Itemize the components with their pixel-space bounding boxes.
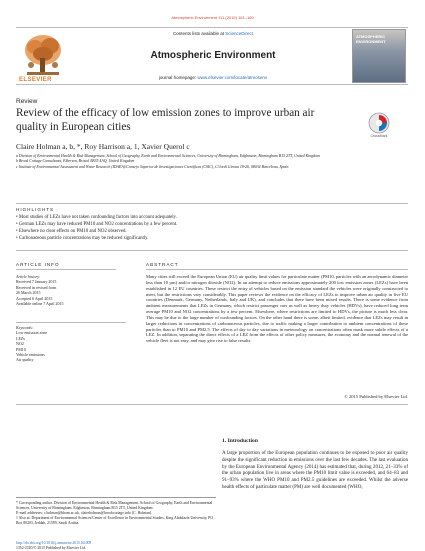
affiliation-note: 1 Also at: Department of Environmental Sciences/Center of Excellence in Environmental Studies, King Abdulaziz University, PO Box 80203, Jeddah, 21589, Saudi Arabia. — [16, 516, 214, 525]
author-list: Claire Holman a, b, *, Roy Harrison a, 1, Xavier Querol c — [16, 142, 190, 151]
keyword-item: Vehicle emissions — [16, 352, 45, 358]
journal-reference: Atmospheric Environment 111 (2015) 161–169 — [171, 15, 254, 20]
abstract-copyright: © 2015 Published by Elsevier Ltd. — [344, 394, 408, 399]
introduction-body: A large proportion of the European population continues to be exposed to poor air quality despite the significant reduction in emissions over the last few decades. The last evaluation by the European Environmental Agency (2014) has estimated that, during 2012, 21–33% of the urban population live in areas where the PM10 limit value is exceeded, and 64–83 and 91–93% where the WHO PM10 and PM2.5 guidelines are exceeded. Whilst the adverse health effects of particulate matter (PM) are well documented (WHO, — [222, 450, 408, 490]
history-item: Available online 7 April 2015 — [16, 301, 64, 307]
history-item: Received 7 January 2015 — [16, 279, 57, 285]
corresponding-author-note: * Corresponding author. Division of Environmental Health & Risk Management, School of Geography, Earth and Environmental Sciences, University of Birmingham, Edgbaston, Birmingham B15 2TT, United Kingdom. — [16, 501, 213, 510]
doi-link[interactable]: http://dx.doi.org/10.1016/j.atmosenv.2015.04.009 — [16, 541, 92, 545]
highlight-item: • Most studies of LEZs have not taken confounding factors into account adequately. — [16, 215, 177, 220]
homepage-prefix: journal homepage: — [158, 75, 198, 80]
divider — [16, 250, 408, 251]
history-label: Article history: — [16, 274, 41, 279]
keyword-item: Air quality — [16, 357, 34, 363]
highlights-heading: HIGHLIGHTS — [16, 207, 55, 212]
email-note: E-mail addresses: c.holman@bham.ac.uk, claireholman@brookcottage.info (C. Holman). — [16, 511, 153, 515]
contents-prefix: Contents lists available at — [172, 31, 226, 36]
article-history — [16, 274, 126, 306]
abstract-body: Many cities still exceed the European Union (EU) air quality limit values for particulate matter (PM10, particles with an aerodynamic diameter less than 10 µm) and/or nitrogen dioxide (NO2). In an attempt to reduce emissions approximately 200 low emission zones (LEZs) have been established in 12 EU countries. These restrict the entry of vehicles based on the emission standard the vehicles were originally constructed to meet, but the restrictions vary considerably. This paper reviews the evidence on the efficacy of LEZs to improve urban air quality in five EU countries (Denmark, Germany, Netherlands, Italy and UK), and concludes that there have been mixed results. There is some evidence from ambient measurements that LEZs in Germany, which restrict passenger cars as well as heavy duty vehicles (HDVs), have reduced long term average PM10 and NO2 concentrations by a few percent. Elsewhere, where restrictions are limited to HDVs, the picture is much less clear. This may be due to the large number of confounding factors. On the other hand there is some, albeit limited, evidence that LEZs may result in larger reductions in concentrations of carbonaceous particles, due to traffic making a larger contribution to ambient concentrations of these particles than to PM10 and PM2.5. The effects of day to day variations in meteorology on concentrations often mask more subtle effects of a LEZ. In addition, separating the direct effects of a LEZ from the effects of other policy measures, the economy and the normal renewal of the vehicle fleet is not easy, and may give rise to false results. — [146, 274, 408, 344]
history-item: Received in revised form — [16, 284, 57, 290]
keyword-item: PM10 — [16, 346, 26, 352]
journal-cover-thumbnail — [352, 29, 406, 83]
keywords — [16, 322, 126, 363]
keyword-item: Low emission zone — [16, 330, 48, 336]
sciencedirect-link[interactable]: ScienceDirect — [225, 31, 254, 36]
contents-line — [80, 31, 346, 36]
keyword-item: LEZs — [16, 335, 25, 341]
rights-line: 1352-2310/© 2015 Published by Elsevier Ltd. — [16, 545, 87, 550]
abstract-heading: ABSTRACT — [146, 262, 408, 270]
history-item: Accepted 6 April 2015 — [16, 295, 53, 301]
history-item: 26 March 2015 — [16, 290, 41, 296]
section-heading-introduction: 1. Introduction — [222, 438, 258, 444]
publisher-logo-text: ELSEVIER — [19, 77, 52, 83]
doi-block — [16, 541, 216, 551]
article-title: Review of the efficacy of low emission zones to improve urban air quality in European cities — [16, 107, 315, 133]
highlight-item: • German LEZs may have reduced PM10 and NO2 concentrations by a few percent. — [16, 221, 178, 227]
affiliation-a: a Division of Environmental Health & Risk Management, School of Geography, Earth and Environmental Sciences, University of Birmingham, Edgbaston, Birmingham B15 2TT, United Kingdom — [16, 154, 320, 158]
journal-title: Atmospheric Environment — [150, 50, 276, 61]
article-type: Review — [16, 98, 38, 105]
elsevier-tree-logo — [19, 32, 67, 78]
crossmark-label: CrossMark — [370, 134, 388, 138]
homepage-link[interactable]: www.elsevier.com/locate/atmosenv — [197, 75, 268, 80]
cover-title: ATMOSPHERIC ENVIRONMENT — [356, 34, 386, 44]
affiliations — [16, 154, 406, 170]
keywords-label: Keywords: — [16, 325, 34, 330]
crossmark-icon[interactable] — [368, 112, 390, 134]
affiliation-c: c Institute of Environmental Assessment and Water Research (IDAEA)/Consejo Superior de Investigaciones Cientificas (CSIC), C/Jordi Girona 18-26, 08034 Barcelona, Spain — [16, 164, 289, 169]
divider — [16, 404, 408, 405]
highlights-list — [16, 215, 406, 243]
keyword-item: NO2 — [16, 341, 24, 347]
article-info-heading: ARTICLE INFO — [16, 262, 116, 270]
highlight-item: • Carbonaceous particle concentrations may be reduced significantly. — [16, 235, 149, 241]
journal-homepage — [80, 75, 346, 80]
affiliation-b: b Brook Cottage Consultants, Elberton, Bristol BS35 4AQ, United Kingdom — [16, 159, 135, 164]
footnotes — [16, 497, 216, 526]
highlight-item: • Elsewhere no clear effects on PM10 and NO2 observed. — [16, 228, 127, 234]
divider — [16, 203, 408, 204]
